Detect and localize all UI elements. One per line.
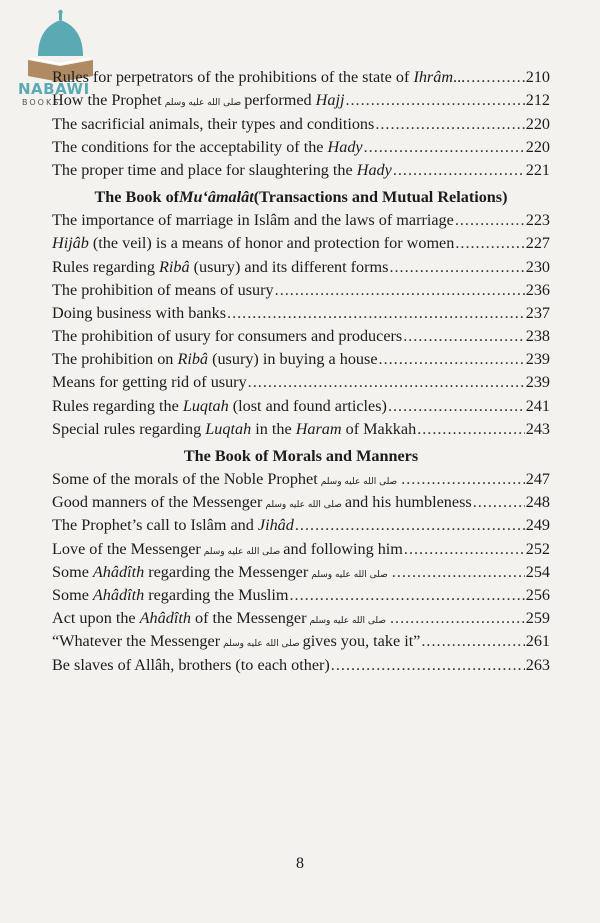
toc-entry-title	[52, 234, 454, 253]
entry-text: The prohibition on	[52, 350, 178, 369]
toc-entry-title	[52, 161, 392, 180]
italic-term: Hady	[356, 160, 392, 179]
toc-entry	[52, 582, 550, 605]
toc-page-number: 249	[525, 516, 550, 535]
arabic-salutation: صلى الله عليه وسلم	[223, 639, 300, 650]
toc-entry	[52, 230, 550, 253]
dot-leader	[392, 563, 525, 582]
dot-leader	[364, 138, 525, 157]
dot-leader	[295, 516, 525, 535]
toc-entry	[52, 323, 550, 346]
logo-subtitle: BOOKS	[22, 98, 61, 107]
toc-entry	[52, 416, 550, 439]
toc-entry-title	[52, 91, 344, 110]
toc-entry-title	[52, 609, 389, 628]
dot-leader	[390, 609, 525, 628]
italic-term: Ribâ	[177, 350, 209, 369]
italic-term: Hijâb	[52, 234, 89, 253]
entry-text: and following him	[283, 539, 403, 558]
italic-term: Ihrâm	[413, 68, 454, 87]
toc-entry-title	[52, 586, 289, 605]
dot-leader	[401, 470, 525, 489]
entry-text: The Book of Morals and Manners	[183, 446, 419, 465]
toc-entry	[52, 346, 550, 369]
entry-text: Rules regarding the	[52, 396, 183, 415]
toc-entry	[52, 134, 550, 157]
page-number: 8	[296, 855, 304, 872]
entry-text: in the	[251, 419, 296, 438]
italic-term: Ribâ	[159, 257, 190, 276]
toc-entry-title	[52, 281, 274, 300]
toc-entry	[52, 559, 550, 582]
italic-term: Ahâdîth	[92, 585, 145, 604]
dot-leader	[393, 161, 525, 180]
toc-page-number: 241	[525, 396, 550, 415]
entry-text: performed	[244, 91, 316, 110]
toc-entry	[52, 651, 550, 674]
toc-page-number: 223	[525, 211, 550, 230]
logo-title: NABAWI	[18, 80, 90, 98]
entry-text: ...	[453, 68, 466, 87]
toc-page-number: 263	[525, 655, 550, 674]
dot-leader	[455, 211, 525, 230]
entry-text: The prohibition of means of usury	[52, 280, 274, 299]
toc-entry-title	[52, 656, 330, 675]
toc-page-number: 239	[525, 373, 550, 392]
toc-entry	[52, 157, 550, 180]
italic-term: Luqtah	[182, 396, 229, 415]
toc-entry	[52, 489, 550, 512]
toc-entry-title	[52, 563, 391, 582]
entry-text: Doing business with banks	[52, 303, 227, 322]
toc-entry-title	[52, 304, 226, 323]
entry-text: “Whatever the Messenger	[52, 632, 221, 651]
dot-leader	[421, 632, 524, 651]
toc-page-number: 254	[525, 562, 550, 581]
toc-page-number: 238	[525, 327, 550, 346]
italic-term: Jihâd	[257, 516, 294, 535]
dot-leader	[455, 234, 524, 253]
toc-entry	[52, 466, 550, 489]
entry-text: Some	[52, 585, 93, 604]
entry-text: (usury) in buying a house	[208, 350, 378, 369]
italic-term: Luqtah	[205, 419, 252, 438]
dot-leader	[331, 656, 525, 675]
arabic-salutation: صلى الله عليه وسلم	[309, 616, 386, 627]
toc-page-number: 248	[525, 493, 550, 512]
toc-entry	[52, 277, 550, 300]
toc-entry	[52, 512, 550, 535]
entry-text: regarding the Muslim	[144, 585, 289, 604]
toc-entry-title	[52, 632, 420, 651]
toc-page-number: 236	[525, 280, 550, 299]
toc-entry	[52, 535, 550, 558]
entry-text: The prohibition of usury for consumers and producers	[52, 327, 403, 346]
entry-text: Special rules regarding	[52, 419, 206, 438]
entry-text: Love of the Messenger	[52, 539, 201, 558]
dot-leader	[403, 327, 525, 346]
entry-text: of Makkah	[341, 419, 417, 438]
toc-page-number: 237	[525, 303, 550, 322]
italic-term: Haram	[295, 419, 342, 438]
toc-page-number: 212	[525, 91, 550, 110]
dot-leader	[275, 281, 525, 300]
dot-leader	[248, 373, 525, 392]
toc-entry-title	[52, 138, 363, 157]
section-heading	[52, 180, 550, 207]
toc-entry-title	[52, 470, 400, 489]
toc-entry-title	[52, 516, 294, 535]
dot-leader	[290, 586, 525, 605]
toc-entry	[52, 300, 550, 323]
dot-leader	[417, 420, 525, 439]
table-of-contents	[52, 64, 550, 675]
toc-page-number: 261	[525, 632, 550, 651]
entry-text: Means for getting rid of usury	[52, 373, 247, 392]
toc-entry	[52, 628, 550, 651]
toc-entry-title	[52, 68, 465, 87]
dot-leader	[466, 68, 525, 87]
arabic-salutation: صلى الله عليه وسلم	[164, 98, 242, 109]
italic-term: Mu‘âmalât	[179, 187, 254, 206]
toc-page-number: 230	[525, 257, 550, 276]
toc-page-number: 252	[525, 539, 550, 558]
toc-page-number: 243	[525, 419, 550, 438]
toc-entry	[52, 253, 550, 276]
section-heading	[52, 439, 550, 466]
toc-entry	[52, 369, 550, 392]
toc-page-number: 210	[525, 68, 550, 87]
toc-entry-title	[52, 420, 416, 439]
entry-text: Good manners of the Messenger	[52, 493, 263, 512]
toc-entry	[52, 207, 550, 230]
toc-page-number: 259	[525, 609, 550, 628]
italic-term: Ahâdîth	[139, 609, 191, 628]
entry-text: Be slaves of Allâh, brothers (to each other)	[52, 655, 330, 674]
toc-page-number: 220	[525, 114, 550, 133]
italic-term: Hady	[327, 137, 363, 156]
toc-entry-title	[52, 493, 472, 512]
entry-text: The Prophet’s call to Islâm and	[52, 516, 258, 535]
entry-text: Rules for perpetrators of the prohibitions of the state of	[52, 68, 414, 87]
dot-leader	[388, 397, 525, 416]
italic-term: Ahâdîth	[92, 562, 145, 581]
arabic-salutation: صلى الله عليه وسلم	[265, 500, 342, 511]
entry-text: of the Messenger	[190, 609, 307, 628]
toc-entry-title	[52, 540, 403, 559]
entry-text: (Transactions and Mutual Relations)	[253, 187, 508, 206]
toc-entry-title	[52, 373, 247, 392]
arabic-salutation: صلى الله عليه وسلم	[203, 546, 281, 557]
entry-text: and his humbleness	[344, 493, 472, 512]
dot-leader	[379, 350, 525, 369]
entry-text: (the veil) is a means of honor and protection for women	[88, 234, 455, 253]
dot-leader	[473, 493, 525, 512]
toc-entry-title	[52, 258, 388, 277]
entry-text: gives you, take it”	[302, 632, 421, 651]
entry-text: The sacrificial animals, their types and conditions	[52, 114, 375, 133]
entry-text: Act upon the	[52, 609, 140, 628]
dot-leader	[227, 304, 525, 323]
arabic-salutation: صلى الله عليه وسلم	[320, 477, 398, 487]
toc-entry	[52, 392, 550, 415]
toc-page-number: 247	[525, 470, 550, 488]
entry-text: Some	[52, 562, 93, 581]
entry-text: Rules regarding	[52, 257, 159, 276]
arabic-salutation: صلى الله عليه وسلم	[311, 569, 388, 580]
entry-text: How the Prophet	[52, 91, 162, 110]
toc-entry-title	[52, 211, 454, 230]
entry-text: The proper time and place for slaughtering the	[52, 160, 357, 179]
toc-page-number: 220	[525, 137, 550, 156]
entry-text: (usury) and its different forms	[189, 257, 389, 276]
toc-entry-title	[52, 115, 374, 134]
entry-text: regarding the Messenger	[144, 562, 309, 581]
toc-page-number: 256	[525, 585, 550, 604]
toc-entry-title	[52, 327, 402, 346]
toc-page-number: 239	[525, 350, 550, 369]
dot-leader	[345, 91, 524, 110]
entry-text: The conditions for the acceptability of the	[52, 137, 328, 156]
toc-entry-title	[52, 350, 378, 369]
entry-text: Some of the morals of the Noble Prophet	[52, 470, 318, 488]
dot-leader	[404, 540, 525, 559]
entry-text: (lost and found articles)	[228, 396, 387, 415]
dot-leader	[375, 115, 524, 134]
toc-entry-title	[52, 397, 387, 416]
toc-page-number: 227	[525, 234, 550, 253]
entry-text: The importance of marriage in Islâm and the laws of marriage	[52, 211, 454, 230]
toc-entry	[52, 64, 550, 87]
italic-term: Hajj	[315, 91, 345, 110]
toc-entry	[52, 110, 550, 133]
toc-page-number: 221	[525, 160, 550, 179]
dot-leader	[389, 258, 524, 277]
entry-text: The Book of	[94, 187, 180, 206]
toc-entry	[52, 87, 550, 110]
toc-entry	[52, 605, 550, 628]
